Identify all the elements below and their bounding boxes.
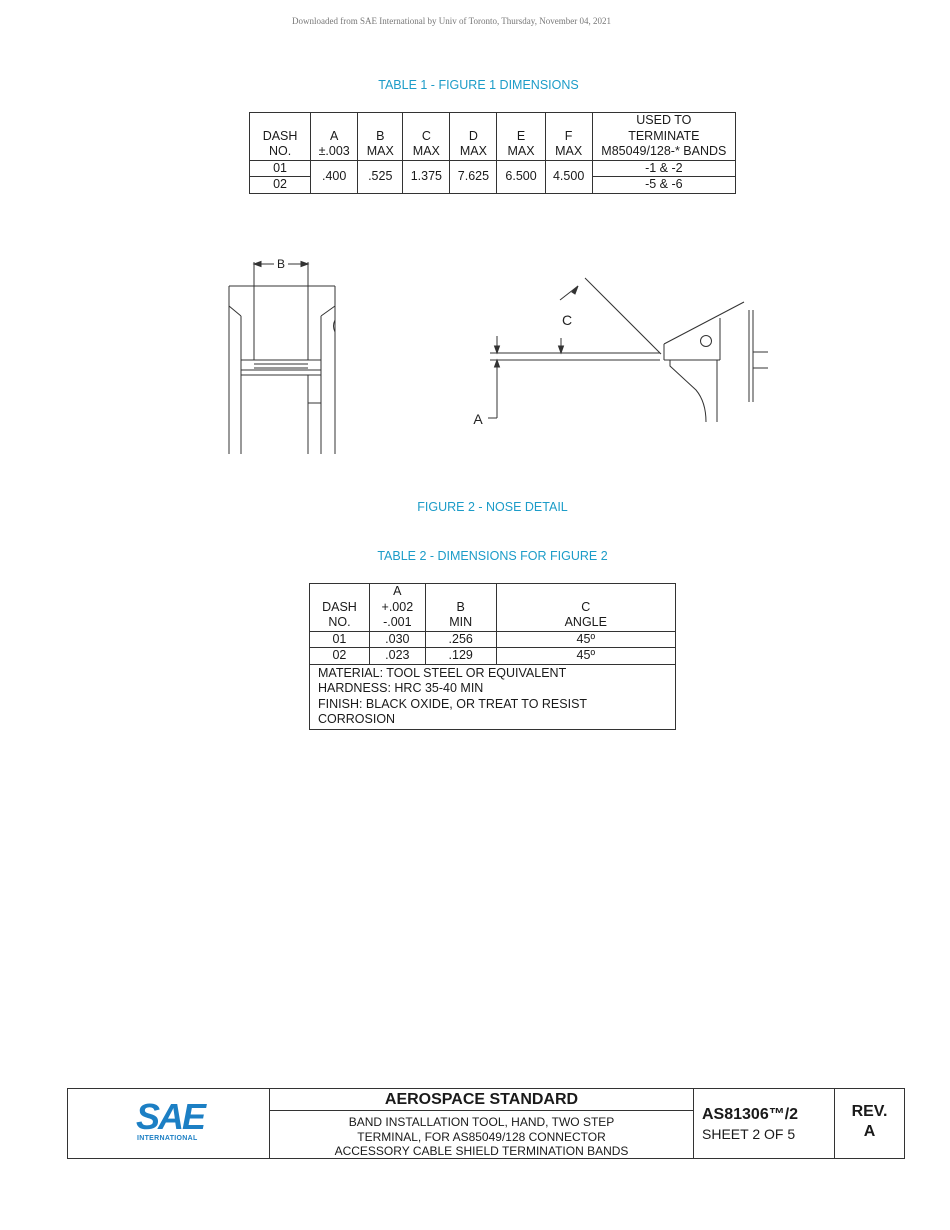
table1-dash-02: 02 (250, 177, 311, 194)
download-note: Downloaded from SAE International by Univ of Toronto, Thursday, November 04, 2021 (292, 16, 611, 26)
note-material: MATERIAL: TOOL STEEL OR EQUIVALENT (318, 665, 567, 680)
table1-header-a: A ±.003 (311, 113, 358, 161)
table2-c: 45º (496, 631, 675, 648)
table-row (310, 631, 676, 648)
title-text-cell (270, 1089, 694, 1158)
table-row (250, 160, 736, 177)
table1-header-c: C MAX (403, 113, 450, 161)
table1-header-d: D MAX (450, 113, 497, 161)
table1-value-d: 7.625 (450, 160, 497, 193)
table2-caption: TABLE 2 - DIMENSIONS FOR FIGURE 2 (377, 549, 608, 563)
sae-logo: SAE (136, 1096, 205, 1137)
table1-header-f: F MAX (545, 113, 592, 161)
table2-notes (310, 664, 676, 729)
nose-detail-view (488, 278, 768, 422)
doc-number-cell (694, 1089, 835, 1158)
table2-header-a: A +.002 -.001 (369, 584, 425, 632)
table2-dash: 02 (310, 648, 370, 665)
table2 (309, 583, 676, 730)
document-number: AS81306™/2 (702, 1106, 799, 1123)
table2-header-c: C ANGLE (496, 584, 675, 632)
table1-value-b: .525 (358, 160, 403, 193)
figure2-nose-detail-drawing (220, 240, 780, 460)
table1-header-row (250, 113, 736, 161)
tool-body-side-view (229, 262, 335, 454)
table2-b: .256 (425, 631, 496, 648)
table1-header-dash: DASH NO. (250, 113, 311, 161)
table1-header-e: E MAX (497, 113, 545, 161)
table1 (249, 112, 736, 194)
rev-label: REV. (851, 1103, 888, 1120)
table1-value-c: 1.375 (403, 160, 450, 193)
table1-used-01: -1 & -2 (592, 160, 735, 177)
table2-notes-row (310, 664, 676, 729)
dimension-b-label: B (276, 257, 286, 271)
revision-cell (835, 1089, 904, 1158)
table1-used-02: -5 & -6 (592, 177, 735, 194)
table1-value-a: .400 (311, 160, 358, 193)
standard-type: AEROSPACE STANDARD (270, 1089, 693, 1111)
dimension-a-label: A (473, 411, 483, 427)
title-block (67, 1088, 905, 1159)
note-finish: FINISH: BLACK OXIDE, OR TREAT TO RESIST CORROSION (318, 696, 587, 726)
table2-b: .129 (425, 648, 496, 665)
sae-logo-subtext: INTERNATIONAL (137, 1135, 198, 1142)
table2-header-b: B MIN (425, 584, 496, 632)
table2-c: 45º (496, 648, 675, 665)
table1-value-f: 4.500 (545, 160, 592, 193)
table-row (310, 648, 676, 665)
document-description: BAND INSTALLATION TOOL, HAND, TWO STEP TERMINAL, FOR AS85049/128 CONNECTOR ACCESSORY CABLE SHIELD TERMINATION BANDS (334, 1115, 629, 1158)
table2-header-row (310, 584, 676, 632)
table1-dash-01: 01 (250, 160, 311, 177)
table2-a: .030 (369, 631, 425, 648)
sheet-number: SHEET 2 OF 5 (702, 1126, 796, 1142)
figure2-caption: FIGURE 2 - NOSE DETAIL (417, 500, 568, 514)
dimension-c-label: C (561, 312, 573, 328)
note-hardness: HARDNESS: HRC 35-40 MIN (318, 681, 484, 695)
table1-header-b: B MAX (358, 113, 403, 161)
table1-caption: TABLE 1 - FIGURE 1 DIMENSIONS (378, 78, 579, 92)
sae-logo-cell (68, 1089, 270, 1158)
rev-value: A (863, 1123, 876, 1140)
table2-a: .023 (369, 648, 425, 665)
table1-value-e: 6.500 (497, 160, 545, 193)
table1-header-used: USED TO TERMINATE M85049/128-* BANDS (592, 113, 735, 161)
table2-header-dash: DASH NO. (310, 584, 370, 632)
table2-dash: 01 (310, 631, 370, 648)
